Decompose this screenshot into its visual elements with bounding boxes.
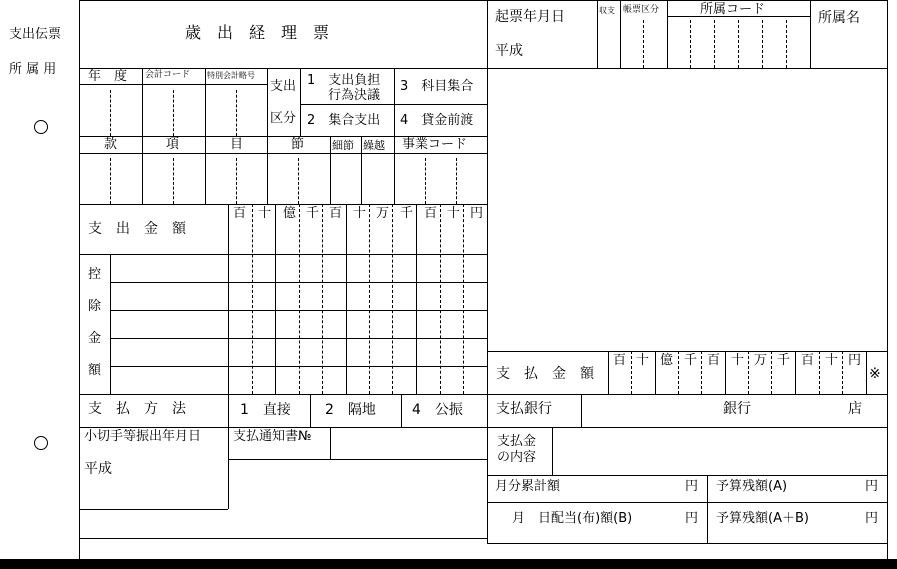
- dashed-divider: [369, 204, 370, 394]
- pay-content-label-1: 支払金: [497, 434, 537, 449]
- amount-digit-hyaku-man: 百: [329, 206, 343, 221]
- grid-line: [228, 394, 229, 427]
- monthly-total-yen: 円: [685, 479, 699, 494]
- pay-bank-label: 支払銀行: [496, 401, 552, 417]
- center-divider: [487, 0, 488, 544]
- dashed-divider: [322, 204, 323, 394]
- amount-digit-juu-oku: 十: [258, 206, 272, 221]
- grid-line: [310, 394, 311, 427]
- allocation-label: 月 日配当(布)額(B): [512, 511, 633, 526]
- amount-digit-man: 万: [376, 206, 390, 221]
- deduction-char-1: 控: [88, 267, 102, 282]
- deduction-char-3: 金: [88, 331, 102, 346]
- dept-code-label: 所属コード: [700, 2, 766, 17]
- grid-line: [725, 351, 726, 394]
- dashed-divider: [771, 351, 772, 394]
- dashed-divider: [173, 90, 174, 136]
- grid-line: [361, 136, 362, 204]
- dashed-divider: [236, 90, 237, 136]
- grid-line: [79, 254, 487, 255]
- year-label: 年 度: [88, 69, 128, 84]
- class-option-3: 3 科目集合: [400, 79, 474, 94]
- margin-label-dept-use: 所 属 用: [9, 62, 57, 77]
- grid-line: [330, 427, 331, 459]
- grid-line: [597, 0, 598, 68]
- grid-line: [79, 153, 487, 154]
- notice-number-label: 支払通知書№: [233, 429, 312, 444]
- grid-line: [655, 351, 656, 394]
- class-label: 区分: [270, 111, 297, 126]
- dashed-divider: [643, 20, 644, 68]
- class-option-2: 2 集合支出: [307, 113, 381, 128]
- dashed-divider: [173, 158, 174, 204]
- jigyo-code-label: 事業コード: [402, 137, 468, 152]
- grid-line: [401, 394, 402, 427]
- account-code-label: 会計コード: [145, 70, 191, 80]
- dashed-divider: [714, 20, 715, 68]
- amount-digit-yen: 円: [470, 206, 484, 221]
- amount-digit-hyaku-oku: 百: [233, 206, 247, 221]
- budget-ab-label: 予算残額(A＋B): [716, 511, 809, 526]
- branch-suffix: 店: [848, 401, 862, 417]
- amount-digit-sen: 千: [400, 206, 414, 221]
- dashed-divider: [456, 158, 457, 204]
- grid-line: [620, 0, 621, 68]
- punch-hole-circle-icon: [34, 120, 48, 134]
- check-date-label: 小切手等振出年月日: [84, 429, 202, 444]
- grid-line: [487, 475, 887, 476]
- grid-line: [667, 16, 810, 17]
- top-border: [79, 0, 887, 1]
- dashed-divider: [748, 351, 749, 394]
- note-mark: ※: [869, 366, 881, 382]
- pay-digit-hyaku-oku: 百: [613, 353, 627, 368]
- grid-line: [795, 351, 796, 394]
- deduction-char-4: 額: [88, 363, 102, 378]
- grid-line: [79, 204, 487, 205]
- dashed-divider: [678, 351, 679, 394]
- kurikoshi-label: 繰越: [363, 139, 385, 152]
- pay-digit-juu: 十: [825, 353, 839, 368]
- grid-line: [487, 351, 887, 352]
- grid-line: [275, 204, 276, 394]
- grid-line: [394, 68, 395, 136]
- dashed-divider: [299, 204, 300, 394]
- amount-digit-sen-man: 千: [306, 206, 320, 221]
- dashed-divider: [425, 158, 426, 204]
- dept-name-label: 所属名: [818, 10, 860, 26]
- dashed-divider: [819, 351, 820, 394]
- dashed-divider: [690, 20, 691, 68]
- pay-digit-sen: 千: [777, 353, 791, 368]
- class-option-4: 4 貸金前渡: [400, 113, 474, 128]
- grid-line: [79, 427, 887, 428]
- grid-line: [667, 0, 668, 68]
- dashed-divider: [236, 158, 237, 204]
- book-type-label: 帳票区分: [623, 5, 660, 15]
- class-option-1-cont: 行為決議: [328, 88, 381, 103]
- budget-ab-yen: 円: [865, 511, 879, 526]
- bank-suffix: 銀行: [723, 401, 751, 417]
- amount-digit-hyaku: 百: [424, 206, 438, 221]
- dashed-divider: [392, 204, 393, 394]
- class-option-1: 1 支出負担: [307, 73, 381, 88]
- dashed-divider: [110, 158, 111, 204]
- dashed-divider: [252, 204, 253, 394]
- dashed-divider: [738, 20, 739, 68]
- grid-line: [608, 351, 609, 394]
- grid-line: [810, 0, 811, 68]
- grid-line: [552, 427, 553, 475]
- expend-label: 支出: [270, 79, 297, 94]
- dashed-divider: [762, 20, 763, 68]
- pay-digit-sen-man: 千: [684, 353, 698, 368]
- grid-line: [330, 136, 331, 204]
- grid-line: [228, 427, 229, 509]
- bottom-bar: [0, 559, 897, 569]
- expend-amount-label: 支 出 金 額: [88, 221, 186, 237]
- title-bottom-line: [79, 68, 887, 69]
- amount-digit-oku: 億: [283, 206, 297, 221]
- grid-line: [394, 136, 395, 204]
- grid-line: [707, 475, 708, 544]
- grid-line: [79, 509, 228, 510]
- dashed-divider: [110, 90, 111, 136]
- grid-line: [300, 104, 487, 105]
- dashed-divider: [631, 351, 632, 394]
- grid-line: [228, 459, 487, 460]
- grid-line: [346, 204, 347, 394]
- pay-digit-man: 万: [754, 353, 768, 368]
- grid-line: [866, 351, 867, 394]
- pay-digit-yen: 円: [848, 353, 862, 368]
- setsu-label: 節: [291, 137, 305, 152]
- margin-label-slip: 支出伝票: [9, 27, 62, 42]
- payment-method-label: 支 払 方 法: [88, 401, 186, 417]
- grid-line: [79, 538, 487, 539]
- dashed-divider: [463, 204, 464, 394]
- budget-a-yen: 円: [865, 479, 879, 494]
- grid-line: [79, 394, 887, 395]
- dashed-divider: [786, 20, 787, 68]
- pay-amount-label: 支 払 金 額: [496, 366, 594, 382]
- special-account-label: 特別会計略号: [207, 71, 255, 80]
- dashed-divider: [701, 351, 702, 394]
- budget-a-label: 予算残額(A): [716, 479, 788, 494]
- monthly-total-label: 月分累計額: [495, 479, 561, 494]
- grid-line: [110, 254, 111, 394]
- grid-line: [487, 543, 887, 544]
- kou-label: 項: [166, 137, 180, 152]
- payment-option-direct: 1 直接: [240, 402, 291, 418]
- saisetsu-label: 細節: [332, 139, 354, 152]
- dashed-divider: [842, 351, 843, 394]
- grid-line: [581, 394, 582, 427]
- draft-era-label: 平成: [495, 43, 523, 59]
- deduction-char-2: 除: [88, 299, 102, 314]
- amount-digit-juu: 十: [447, 206, 461, 221]
- grid-line: [487, 502, 887, 503]
- grid-line: [300, 68, 301, 136]
- pay-digit-hyaku-man: 百: [707, 353, 721, 368]
- amount-digit-juu-man: 十: [353, 206, 367, 221]
- pay-digit-hyaku: 百: [801, 353, 815, 368]
- grid-line: [228, 204, 229, 394]
- dashed-divider: [440, 204, 441, 394]
- moku-label: 目: [230, 137, 244, 152]
- payment-option-remote: 2 隔地: [325, 402, 376, 418]
- right-border: [887, 0, 888, 560]
- pay-digit-oku: 億: [660, 353, 674, 368]
- pay-digit-juu-man: 十: [731, 353, 745, 368]
- grid-line: [79, 84, 267, 85]
- draft-date-label: 起票年月日: [495, 9, 565, 25]
- form-title: 歳 出 経 理 票: [185, 23, 330, 42]
- payment-option-public: 4 公振: [412, 402, 463, 418]
- account-type-label: 収支: [599, 6, 615, 15]
- kan-label: 款: [104, 137, 118, 152]
- allocation-yen: 円: [685, 511, 699, 526]
- pay-content-label-2: の内容: [497, 450, 537, 465]
- punch-hole-circle-icon: [34, 436, 48, 450]
- dashed-divider: [298, 158, 299, 204]
- pay-digit-juu-oku: 十: [636, 353, 650, 368]
- grid-line: [416, 204, 417, 394]
- check-date-era: 平成: [84, 461, 112, 477]
